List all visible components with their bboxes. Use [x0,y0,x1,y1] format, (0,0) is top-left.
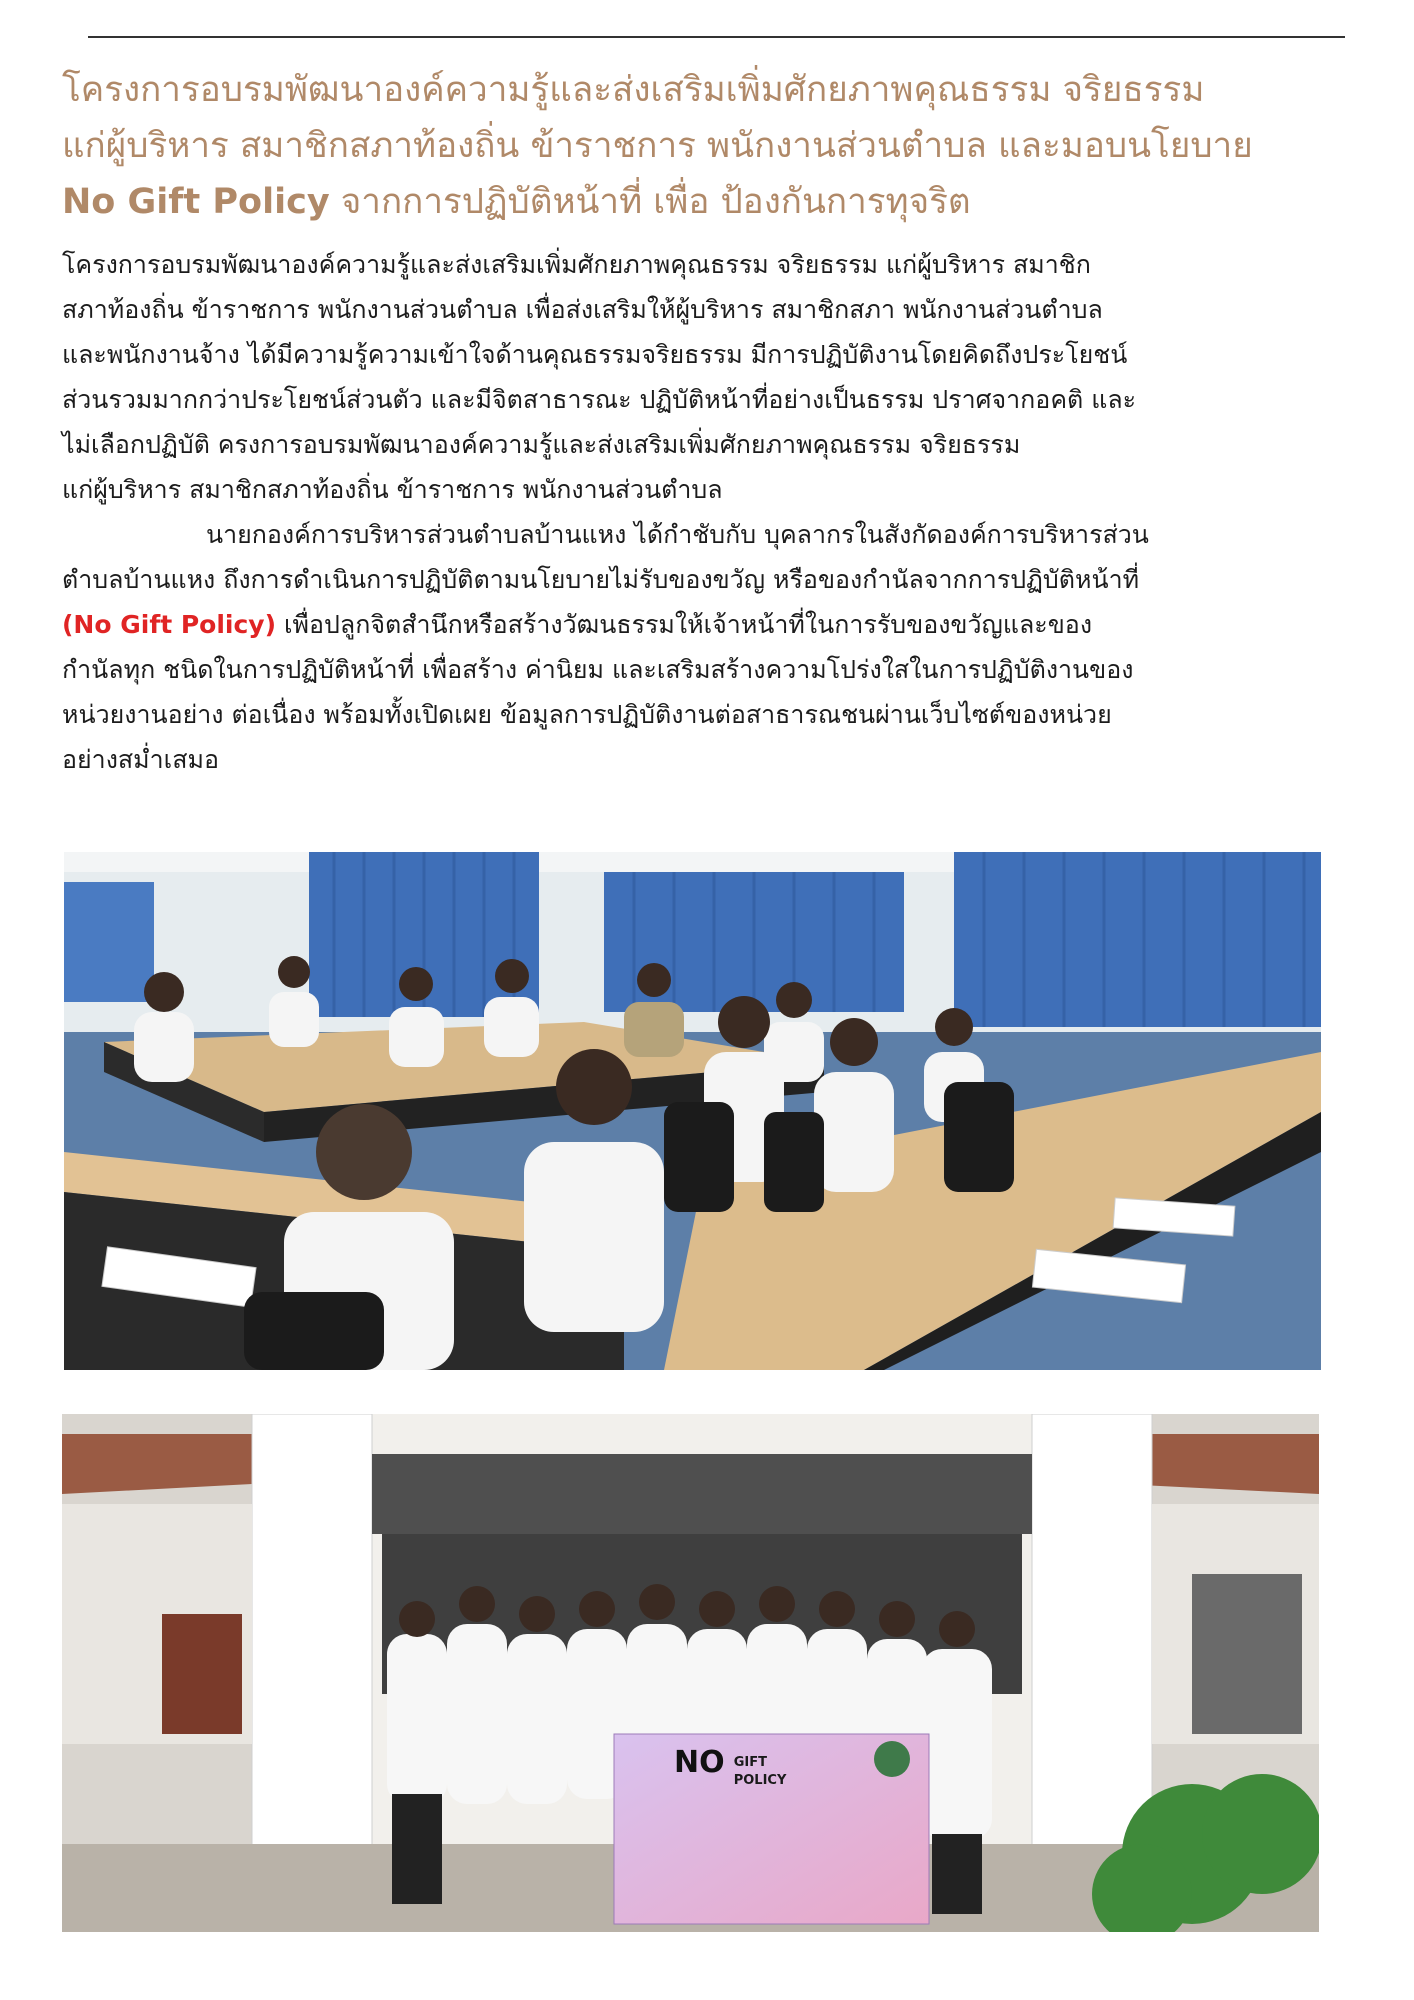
body-p1-line-5: ไม่เลือกปฏิบัติ ครงการอบรมพัฒนาองค์ความรู้และส่งเสริมเพิ่มศักยภาพคุณธรรม จริยธรรม [62,430,1021,459]
body-p2-line-6: อย่างสม่ำเสมอ [62,745,219,774]
body-p2-line-2: ตำบลบ้านแหง ถึงการดำเนินการปฏิบัติตามนโยบายไม่รับของขวัญ หรือของกำนัลจากการปฏิบัติหน้าที่ [62,565,1140,594]
body-p1-line-3: และพนักงานจ้าง ได้มีความรู้ความเข้าใจด้านคุณธรรมจริยธรรม มีการปฏิบัติงานโดยคิดถึงประโยชน์ [62,340,1128,369]
title-line-3-rest: จากการปฏิบัติหน้าที่ เพื่อ ป้องกันการทุจริต [329,182,971,222]
no-gift-policy-highlight: (No Gift Policy) [62,610,277,639]
body-p2-line-1: นายกองค์การบริหารส่วนตำบลบ้านแหง ได้กำชับกับ บุคลากรในสังกัดองค์การบริหารส่วน [206,520,1149,549]
page-title [62,62,1382,230]
body-p2-line-5: หน่วยงานอย่าง ต่อเนื่อง พร้อมทั้งเปิดเผย ข้อมูลการปฏิบัติงานต่อสาธารณชนผ่านเว็บไซต์ของหน่วย [62,700,1112,729]
banner-gift: GIFT [733,1755,767,1770]
title-line-2: แก่ผู้บริหาร สมาชิกสภาท้องถิ่น ข้าราชการ พนักงานส่วนตำบล และมอบนโยบาย [62,126,1253,166]
body-p2-line-3-rest: เพื่อปลูกจิตสำนึกหรือสร้างวัฒนธรรมให้เจ้าหน้าที่ในการรับของขวัญและของ [276,610,1093,639]
banner-no: NO [674,1745,725,1780]
body-p1-line-1: โครงการอบรมพัฒนาองค์ความรู้และส่งเสริมเพิ่มศักยภาพคุณธรรม จริยธรรม แก่ผู้บริหาร สมาชิก [62,250,1091,279]
title-line-1: โครงการอบรมพัฒนาองค์ความรู้และส่งเสริมเพิ่มศักยภาพคุณธรรม จริยธรรม [62,70,1205,110]
body-p1-line-4: ส่วนรวมมากกว่าประโยชน์ส่วนตัว และมีจิตสาธารณะ ปฏิบัติหน้าที่อย่างเป็นธรรม ปราศจากอคติ และ [62,385,1137,414]
meeting-room-illustration [64,852,1321,1370]
top-divider [88,36,1345,38]
title-line-3 [62,174,1382,230]
body-p1-line-2: สภาท้องถิ่น ข้าราชการ พนักงานส่วนตำบล เพื่อส่งเสริมให้ผู้บริหาร สมาชิกสภา พนักงานส่วนตำบล [62,295,1103,324]
title-no-gift-policy: No Gift Policy [62,182,330,222]
banner-policy: POLICY [733,1773,787,1788]
group-photo-illustration [62,1414,1319,1932]
body-p2-line-3 [62,602,1352,647]
body-p1-line-6: แก่ผู้บริหาร สมาชิกสภาท้องถิ่น ข้าราชการ พนักงานส่วนตำบล [62,475,723,504]
banner-no-gift-text [674,1745,787,1790]
meeting-room-photo [64,852,1321,1370]
article-body [62,242,1352,782]
group-photo [62,1414,1319,1932]
body-p2-line-4: กำนัลทุก ชนิดในการปฏิบัติหน้าที่ เพื่อสร้าง ค่านิยม และเสริมสร้างความโปร่งใสในการปฏิบัติงานของ [62,655,1134,684]
